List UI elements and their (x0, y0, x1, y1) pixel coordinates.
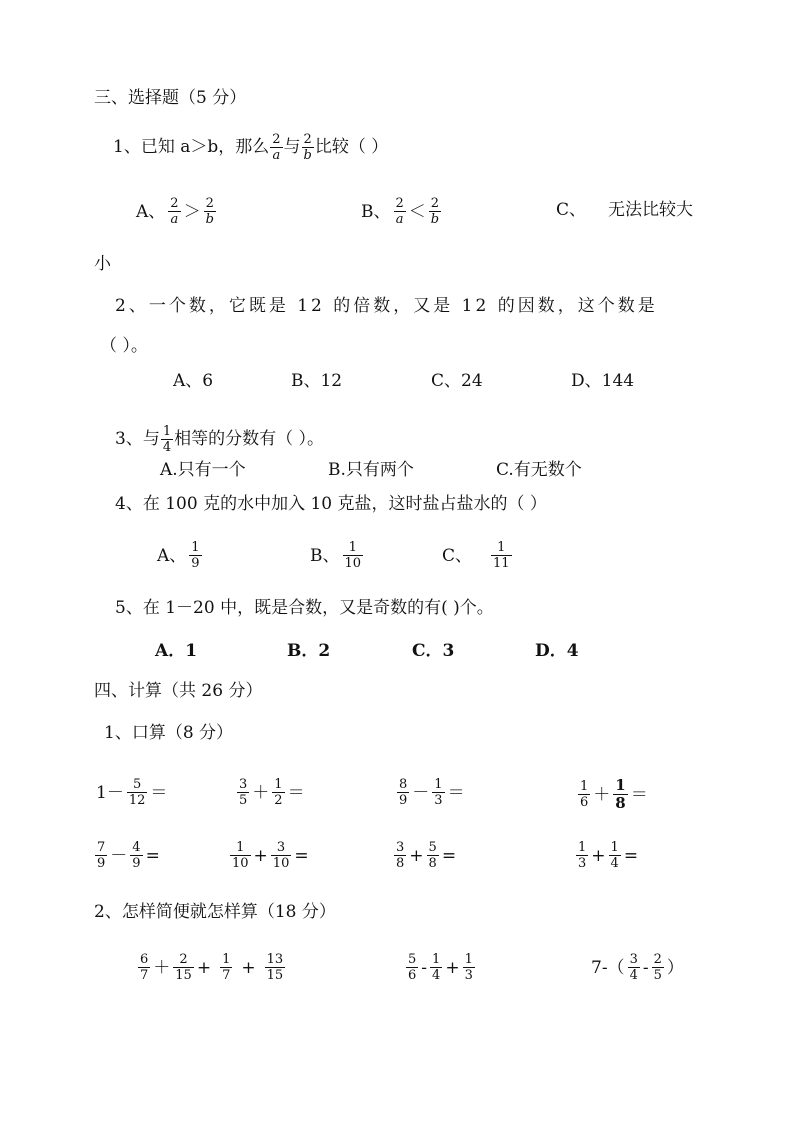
fraction: $\frac{1}{10}$ (344, 540, 362, 571)
question-2-blank: （ ）。 (100, 336, 148, 356)
fraction: $\frac{1}{10}$ (232, 840, 249, 871)
question-2: 2、一个数，它既是 12 的倍数，又是 12 的因数，这个数是 (115, 296, 658, 316)
q4-option-a: A、 $\frac{1}{9}$ (157, 540, 200, 571)
oral-calc-r2c3: $\frac{3}{8}$ + $\frac{5}{8}$ = (396, 840, 457, 871)
fraction-1-over-4: $\frac{1}{4}$ (162, 424, 172, 455)
fraction: $\frac{5}{12}$ (128, 777, 146, 808)
q1-option-c-cont: 小 (94, 254, 111, 274)
section3-heading: 三、选择题（5 分） (94, 88, 247, 108)
fraction: $\frac{1}{3}$ (434, 777, 443, 808)
fraction: $\frac{5}{6}$ (408, 952, 417, 983)
fraction-2-over-b: $\frac{2}{b}$ (303, 132, 312, 163)
q5-option-a: A．1 (155, 641, 198, 661)
oral-calc-r1c3: $\frac{8}{9}$ － $\frac{1}{3}$ ＝ (399, 777, 465, 808)
fraction: $\frac{6}{7}$ (140, 952, 149, 983)
fraction: $\frac{1}{2}$ (274, 777, 283, 808)
fraction: $\frac{2}{5}$ (653, 952, 662, 983)
fraction: $\frac{1}{4}$ (610, 840, 619, 871)
q1-option-a: A、 $\frac{2}{a}$ ＞ $\frac{2}{b}$ (136, 196, 214, 227)
fraction: $\frac{3}{10}$ (272, 840, 290, 871)
fraction-2-over-a: $\frac{2}{a}$ (272, 132, 281, 163)
oral-calc-r1c2: $\frac{3}{5}$ ＋ $\frac{1}{2}$ ＝ (239, 777, 305, 808)
fraction: $\frac{2}{b}$ (430, 196, 440, 227)
q2-option-b: B、12 (291, 371, 343, 391)
q1-mid: 与 (283, 137, 301, 157)
sub2-heading: 2、怎样简便就怎样算（18 分） (94, 902, 336, 922)
oral-calc-r2c1: $\frac{7}{9}$ － $\frac{4}{9}$ = (97, 840, 160, 871)
fraction: $\frac{2}{a}$ (170, 196, 179, 227)
q3-option-c: C.有无数个 (496, 460, 582, 480)
q5-option-b: B．2 (287, 641, 331, 661)
fraction: $\frac{7}{9}$ (97, 840, 106, 871)
fraction: $\frac{8}{9}$ (399, 777, 408, 808)
fraction: $\frac{2}{15}$ (175, 952, 192, 983)
fraction: $\frac{1}{11}$ (493, 540, 510, 571)
fraction: $\frac{13}{15}$ (266, 952, 284, 983)
simplify-expr-2: $\frac{5}{6}$ - $\frac{1}{4}$ + $\frac{1}{3}$ (408, 952, 473, 983)
fraction: $\frac{1}{6}$ (580, 779, 589, 810)
section4-heading: 四、计算（共 26 分） (94, 681, 263, 701)
fraction: $\frac{3}{4}$ (629, 952, 638, 983)
simplify-expr-3: 7-（ $\frac{3}{4}$ - $\frac{2}{5}$ ） (591, 952, 684, 983)
question-4: 4、在 100 克的水中加入 10 克盐，这时盐占盐水的（ ） (115, 494, 547, 514)
question-1 (113, 132, 388, 163)
question-5: 5、在 1－20 中，既是合数，又是奇数的有( )个。 (115, 598, 494, 618)
q2-option-a: A、6 (173, 371, 214, 391)
q2-option-c: C、24 (431, 371, 483, 391)
fraction: $\frac{3}{5}$ (239, 777, 248, 808)
q1-option-b: B、 $\frac{2}{a}$ ＜ $\frac{2}{b}$ (361, 196, 440, 227)
fraction: $\frac{3}{8}$ (396, 840, 405, 871)
q1-option-c: C、 无法比较大 (556, 200, 694, 220)
q2-option-d: D、144 (571, 371, 635, 391)
fraction: $\frac{5}{8}$ (428, 840, 437, 871)
fraction: $\frac{2}{a}$ (395, 196, 404, 227)
oral-calc-r2c4: $\frac{1}{3}$ + $\frac{1}{4}$ = (578, 840, 639, 871)
q1-prefix: 1、已知 a＞b，那么 (113, 137, 270, 157)
q3-option-a: A.只有一个 (160, 460, 246, 480)
q3-option-b: B.只有两个 (328, 460, 414, 480)
fraction: $\frac{4}{9}$ (132, 840, 141, 871)
fraction: $\frac{1}{7}$ (222, 952, 231, 983)
q4-option-b: B、 $\frac{1}{10}$ (310, 540, 362, 571)
fraction: $\frac{1}{3}$ (578, 840, 587, 871)
q5-option-c: C．3 (412, 641, 455, 661)
q1-suffix: 比较（ ） (314, 137, 389, 157)
oral-calc-r1c4: $\frac{1}{6}$ ＋ $\frac{1}{8}$ ＝ (580, 776, 648, 812)
q4-option-c: C、 $\frac{1}{11}$ (442, 540, 510, 571)
simplify-expr-1: $\frac{6}{7}$ ＋ $\frac{2}{15}$ + $\frac{1}{7}$ + $\frac{13}{15}$ (140, 952, 284, 983)
fraction: $\frac{1}{3}$ (464, 952, 473, 983)
fraction: $\frac{1}{9}$ (191, 540, 200, 571)
sub1-heading: 1、口算（8 分） (104, 723, 234, 743)
q5-option-d: D．4 (535, 641, 579, 661)
fraction: $\frac{1}{8}$ (615, 776, 626, 812)
fraction: $\frac{1}{4}$ (432, 952, 441, 983)
oral-calc-r2c2: $\frac{1}{10}$ + $\frac{3}{10}$ = (232, 840, 309, 871)
oral-calc-r1c1: 1－ $\frac{5}{12}$ ＝ (96, 777, 168, 808)
fraction: $\frac{2}{b}$ (205, 196, 214, 227)
question-3: 3、与 $\frac{1}{4}$ 相等的分数有（ ）。 (115, 424, 325, 455)
